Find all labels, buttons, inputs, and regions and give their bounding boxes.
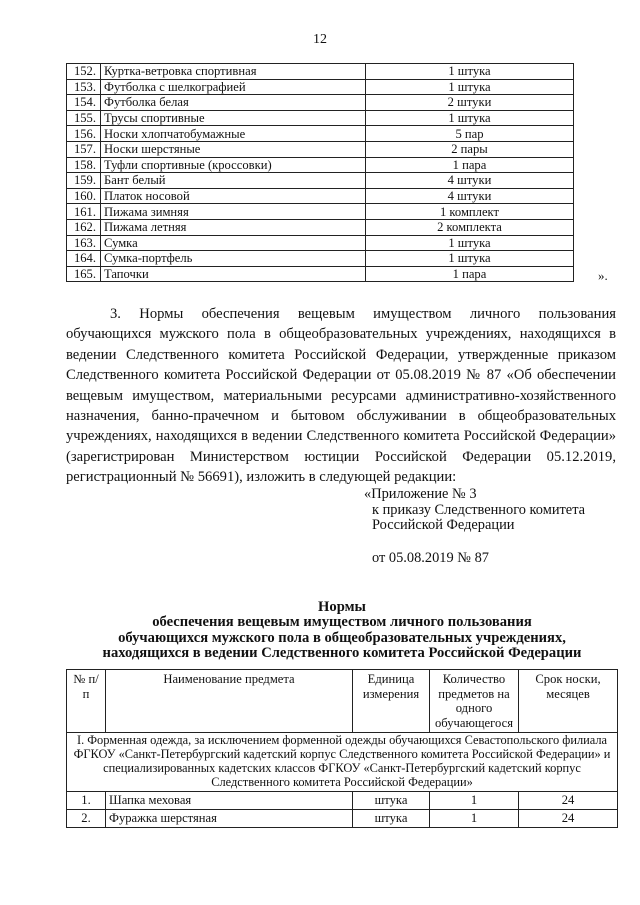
item-name: Тапочки: [101, 266, 366, 282]
item-number: 158.: [67, 157, 101, 173]
item-quantity: 2 пары: [366, 141, 574, 157]
table-row: [67, 110, 574, 126]
header-period: Срок носки, месяцев: [519, 670, 618, 733]
row-unit: штука: [353, 791, 430, 809]
header-quantity: Количество предметов на одного обучающегося: [430, 670, 519, 733]
item-number: 163.: [67, 235, 101, 251]
table-row: [67, 266, 574, 282]
appendix-org-line: Российской Федерации: [372, 517, 515, 534]
section-row: [67, 733, 618, 791]
item-number: 155.: [67, 110, 101, 126]
item-number: 154.: [67, 95, 101, 111]
item-name: Бант белый: [101, 173, 366, 189]
item-quantity: 1 пара: [366, 157, 574, 173]
table-row: [67, 809, 618, 827]
norms-title: Нормы: [318, 599, 366, 615]
table-row: [67, 219, 574, 235]
item-quantity: 1 комплект: [366, 204, 574, 220]
item-quantity: 1 пара: [366, 266, 574, 282]
closing-quote-mark: ».: [598, 268, 608, 283]
item-name: Куртка-ветровка спортивная: [101, 64, 366, 80]
item-number: 161.: [67, 204, 101, 220]
table-row: [67, 188, 574, 204]
item-number: 152.: [67, 64, 101, 80]
norms-subtitle-line: находящихся в ведении Следственного комитета Российской Федерации: [102, 645, 582, 662]
page-number: 12: [313, 32, 327, 47]
appendix-block: [364, 487, 585, 566]
item-quantity: 1 штука: [366, 79, 574, 95]
item-name: Платок носовой: [101, 188, 366, 204]
item-quantity: 1 штука: [366, 64, 574, 80]
table-row: [67, 251, 574, 267]
row-item-name: Шапка меховая: [106, 791, 353, 809]
row-period: 24: [519, 809, 618, 827]
item-quantity: 1 штука: [366, 110, 574, 126]
item-number: 164.: [67, 251, 101, 267]
item-name: Сумка: [101, 235, 366, 251]
norms-subtitle-line: обеспечения вещевым имуществом личного пользования: [152, 614, 532, 631]
item-name: Туфли спортивные (кроссовки): [101, 157, 366, 173]
item-name: Футболка с шелкографией: [101, 79, 366, 95]
appendix-order-line: к приказу Следственного комитета: [372, 501, 586, 518]
table-header-row: [67, 670, 618, 733]
item-quantity: 1 штука: [366, 251, 574, 267]
item-number: 153.: [67, 79, 101, 95]
norms-table: [66, 669, 618, 828]
item-number: 162.: [67, 219, 101, 235]
amendment-paragraph: [66, 304, 616, 488]
item-quantity: 2 комплекта: [366, 219, 574, 235]
table-row: [67, 141, 574, 157]
item-number: 157.: [67, 141, 101, 157]
section-title: I. Форменная одежда, за исключением форменной одежды обучающихся Севастопольского филиала ФГКОУ «Санкт-Петербургский кадетский корпус Следственного комитета Российской Федерации» и специализированных кадетских классов ФГКОУ «Санкт-Петербургский кадетский корпус Следственного комитета Российской Федерации»: [67, 733, 618, 791]
header-num: № п/п: [67, 670, 106, 733]
item-number: 160.: [67, 188, 101, 204]
row-period: 24: [519, 791, 618, 809]
table-row: [67, 126, 574, 142]
table-row: [67, 79, 574, 95]
table-row: [67, 64, 574, 80]
item-name: Сумка-портфель: [101, 251, 366, 267]
norms-heading: [66, 600, 618, 662]
item-name: Пижама зимняя: [101, 204, 366, 220]
row-number: 1.: [67, 791, 106, 809]
table-row: [67, 791, 618, 809]
row-unit: штука: [353, 809, 430, 827]
item-number: 165.: [67, 266, 101, 282]
item-name: Пижама летняя: [101, 219, 366, 235]
item-quantity: 1 штука: [366, 235, 574, 251]
paragraph-text: 3. Нормы обеспечения вещевым имуществом личного пользования обучающихся мужского пола в общеобразовательных учреждениях, находящихся в ведении Следственного комитета Российской Федерации, утвержденные приказом Следственного комитета Российской Федерации от 05.08.2019 № 87 «Об обеспечении вещевым имуществом, материальными ресурсами административно-хозяйственного назначения, банно-прачечном и бытовом обслуживании в общеобразовательных учреждениях, находящихся в ведении Следственного комитета Российской Федерации» (зарегистрирован Министерством юстиции Российской Федерации 05.12.2019, регистрационный № 56691), изложить в следующей редакции:: [66, 306, 616, 486]
header-unit: Единица измерения: [353, 670, 430, 733]
norms-subtitle-line: обучающихся мужского пола в общеобразовательных учреждениях,: [118, 629, 566, 646]
header-name: Наименование предмета: [106, 670, 353, 733]
item-name: Носки шерстяные: [101, 141, 366, 157]
item-name: Футболка белая: [101, 95, 366, 111]
appendix-title: «Приложение № 3: [364, 486, 477, 502]
item-name: Носки хлопчатобумажные: [101, 126, 366, 142]
table-row: [67, 157, 574, 173]
item-quantity: 5 пар: [366, 126, 574, 142]
row-number: 2.: [67, 809, 106, 827]
item-name: Трусы спортивные: [101, 110, 366, 126]
item-number: 156.: [67, 126, 101, 142]
table-row: [67, 235, 574, 251]
row-item-name: Фуражка шерстяная: [106, 809, 353, 827]
table-row: [67, 173, 574, 189]
table-row: [67, 95, 574, 111]
row-quantity: 1: [430, 791, 519, 809]
item-quantity: 2 штуки: [366, 95, 574, 111]
items-table: [66, 63, 574, 282]
appendix-date: от 05.08.2019 № 87: [372, 549, 489, 566]
table-row: [67, 204, 574, 220]
row-quantity: 1: [430, 809, 519, 827]
item-number: 159.: [67, 173, 101, 189]
item-quantity: 4 штуки: [366, 188, 574, 204]
item-quantity: 4 штуки: [366, 173, 574, 189]
